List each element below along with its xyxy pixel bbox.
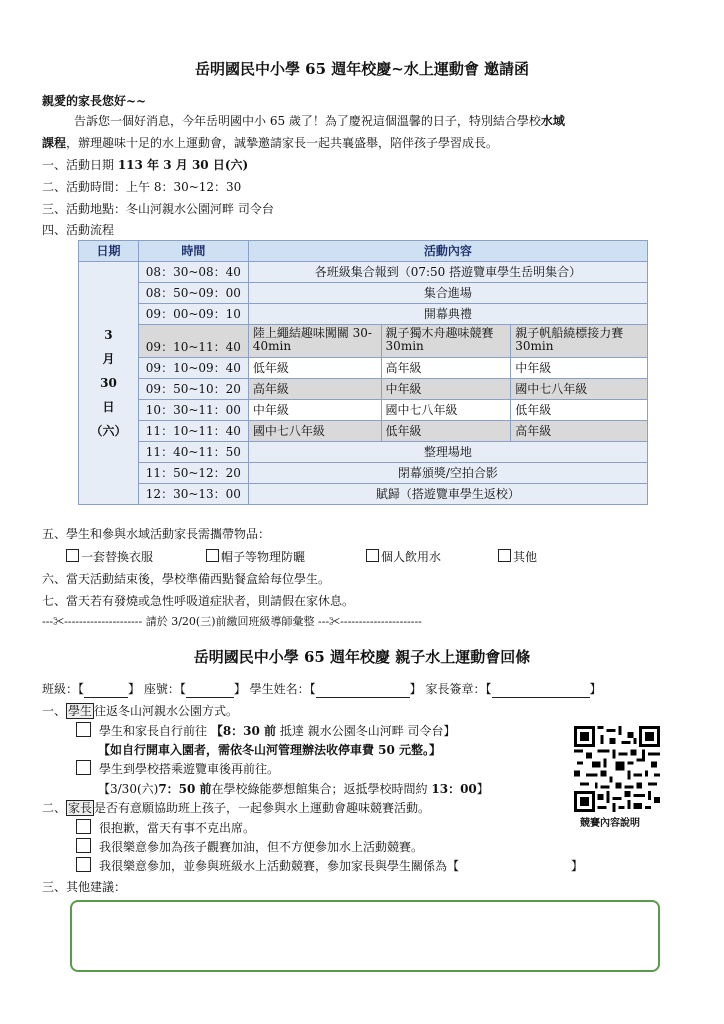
item-6: 六、當天活動結束後，學校準備西點餐盒給每位學生。 [42,572,331,586]
seat-field[interactable] [186,683,234,698]
question-1: 一、 學生 往返冬山河親水公園方式。 [42,704,239,718]
time-cell: 12：30~13：00 [138,484,248,505]
group-cell: 國中七八年級 [381,400,511,421]
checkbox[interactable] [76,857,91,872]
checkbox[interactable] [206,549,219,562]
time-cell: 09：50~10：20 [138,379,248,400]
header-content: 活動內容 [248,241,647,262]
qr-code-icon[interactable] [574,726,660,812]
checkbox[interactable] [76,722,91,737]
checkbox[interactable] [76,760,91,775]
intro-line-1: 告訴您一個好消息，今年岳明國中小 65 歲了！為了慶祝這個溫馨的日子，特別結合學校水域 [74,114,565,128]
time-cell: 08：30~08：40 [138,262,248,283]
q1-parking-note: 【如自行開車入園者，需依冬山河管理辦法收停車費 50 元整。】 [98,743,442,757]
checkbox[interactable] [366,549,379,562]
group-cell: 高年級 [248,379,381,400]
bring-item-3[interactable]: 個人飲用水 [366,548,441,566]
time-cell: 10：30~11：00 [138,400,248,421]
reply-info-row: 班級：【 】 座號：【 】 學生姓名：【 】 家長簽章：【 】 [42,682,602,696]
bring-items-label: 五、學生和參與水域活動家長需攜帶物品： [42,527,271,541]
greeting: 親愛的家長您好~~ [42,94,147,108]
table-row [79,262,648,283]
question-3: 三、其他建議： [42,880,127,894]
group-cell: 中年級 [381,379,511,400]
table-row [79,484,648,505]
header-time: 時間 [138,241,248,262]
content-cell: 整理場地 [248,442,647,463]
content-cell: 閉幕頒獎/空拍合影 [248,463,647,484]
table-row [79,358,648,379]
content-cell: 賦歸（搭遊覽車學生返校） [248,484,647,505]
q2-option-2[interactable]: 我很樂意參加為孩子觀賽加油，但不方便參加水上活動競賽。 [76,838,423,856]
group-cell: 高年級 [381,358,511,379]
parent-signature-field[interactable] [492,683,590,698]
cut-line: ---✂--------------------- 請於 3/20(三)前繳回班級導師彙整 ---✂---------------------- [42,615,422,628]
game-3: 親子帆船繞標接力賽 30min [511,325,648,358]
date-cell: 3 月 30 日 （六） [79,262,139,505]
schedule-table [78,240,648,505]
table-row [79,421,648,442]
item-7: 七、當天若有發燒或急性呼吸道症狀者，則請假在家休息。 [42,594,355,608]
group-cell: 低年級 [248,358,381,379]
time-cell: 08：50~09：00 [138,283,248,304]
content-cell: 各班級集合報到（07:50 搭遊覽車學生岳明集合） [248,262,647,283]
group-cell: 國中七八年級 [248,421,381,442]
event-time: 二、活動時間：上午 8：30~12：30 [42,180,242,194]
table-row [79,400,648,421]
group-cell: 低年級 [381,421,511,442]
content-cell: 開幕典禮 [248,304,647,325]
question-2: 二、 家長 是否有意願協助班上孩子，一起參與水上運動會趣味競賽活動。 [42,801,431,815]
table-row [79,304,648,325]
table-row [79,442,648,463]
checkbox[interactable] [76,838,91,853]
table-row [79,463,648,484]
suggestion-box[interactable] [70,900,660,972]
checkbox[interactable] [76,819,91,834]
qr-label: 競賽內容說明 [580,818,640,829]
bring-item-2[interactable]: 帽子等物理防曬 [206,548,305,566]
time-cell: 11：10~11：40 [138,421,248,442]
group-cell: 國中七八年級 [511,379,648,400]
time-cell: 09：10~11：40 [138,325,248,358]
bring-item-1[interactable]: 一套替換衣服 [66,548,153,566]
group-cell: 高年級 [511,421,648,442]
group-cell: 中年級 [511,358,648,379]
table-header-row [79,241,648,262]
intro-line-2: 課程，辦理趣味十足的水上運動會，誠摯邀請家長一起共襄盛舉，陪伴孩子學習成長。 [42,136,499,150]
q2-option-1[interactable]: 很抱歉，當天有事不克出席。 [76,819,255,837]
event-date: 一、活動日期 113 年 3 月 30 日(六) [42,158,249,172]
table-row [79,283,648,304]
time-cell: 09：10~09：40 [138,358,248,379]
class-field[interactable] [84,683,128,698]
q1-option-2[interactable]: 學生到學校搭乘遊覽車後再前往。 [76,760,279,778]
flow-label: 四、活動流程 [42,223,115,237]
q1-option-1[interactable]: 學生和家長自行前往 【8：30 前 抵達 親水公園冬山河畔 司令台】 [76,722,456,740]
bring-item-4[interactable]: 其他 [498,548,537,566]
invitation-title: 岳明國民中小學 65 週年校慶~水上運動會 邀請函 [194,60,530,78]
student-name-field[interactable] [316,683,410,698]
content-cell: 集合進場 [248,283,647,304]
time-cell: 11：50~12：20 [138,463,248,484]
time-cell: 11：40~11：50 [138,442,248,463]
q2-option-3[interactable]: 我很樂意參加，並參與班級水上活動競賽，參加家長與學生關係為【 】 [76,857,583,875]
checkbox[interactable] [498,549,511,562]
header-date: 日期 [79,241,139,262]
table-row [79,379,648,400]
table-row-games [79,325,648,358]
event-place: 三、活動地點：冬山河親水公園河畔 司令台 [42,202,274,216]
game-1: 陸上繩結趣味闖關 30-40min [248,325,381,358]
q1-bus-note: 【3/30(六)7：50 前在學校綠能夢想館集合；返抵學校時間約 13：00】 [98,782,489,796]
game-2: 親子獨木舟趣味競賽 30min [381,325,511,358]
time-cell: 09：00~09：10 [138,304,248,325]
checkbox[interactable] [66,549,79,562]
reply-title: 岳明國民中小學 65 週年校慶 親子水上運動會回條 [193,648,531,666]
group-cell: 低年級 [511,400,648,421]
group-cell: 中年級 [248,400,381,421]
